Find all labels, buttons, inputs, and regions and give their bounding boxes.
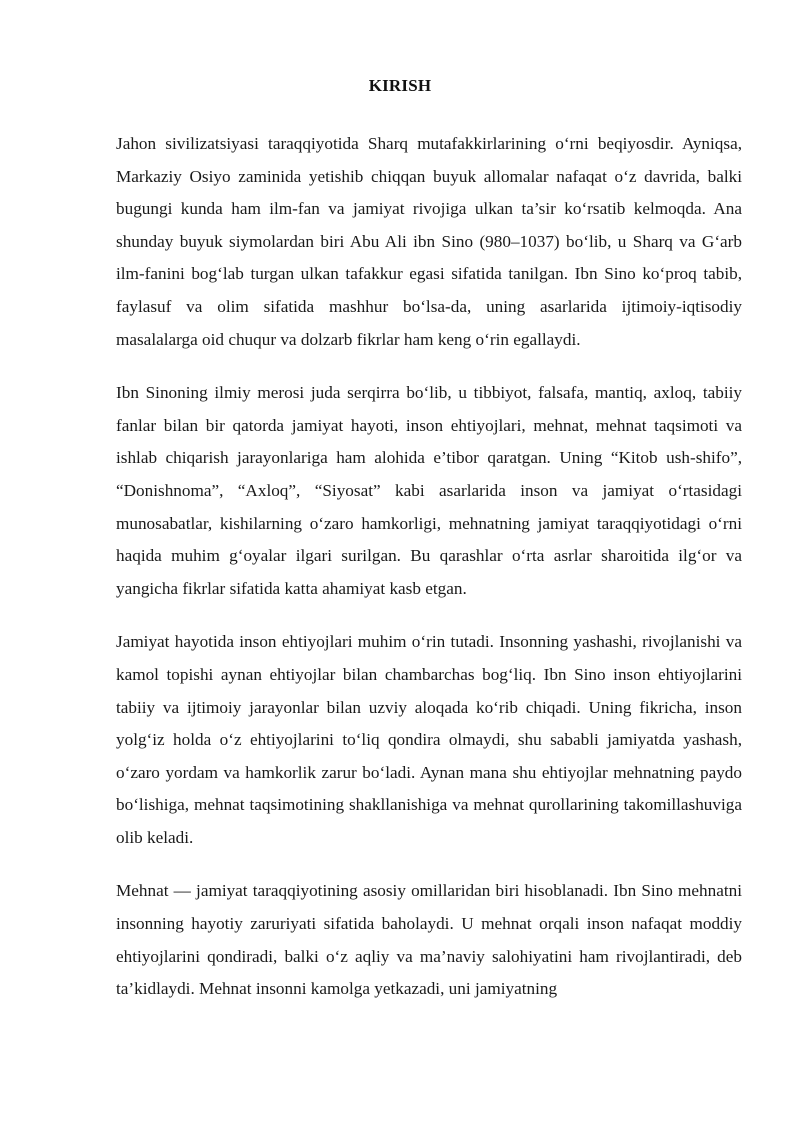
document-body — [116, 128, 742, 1027]
paragraph-1: Jahon sivilizatsiyasi taraqqiyotida Sharq mutafakkirlarining o‘rni beqiyosdir. Ayniqsa, Markaziy Osiyo zaminida yetishib chiqqan buyuk allomalar nafaqat o‘z davrida, balki bugungi kunda ham ilm-fan va jamiyat rivojiga ulkan ta’sir ko‘rsatib kelmoqda. Ana shunday buyuk siymolardan biri Abu Ali ibn Sino (980–1037) bo‘lib, u Sharq va G‘arb ilm-fanini bog‘lab turgan ulkan tafakkur egasi sifatida tanilgan. Ibn Sino ko‘proq tabib, faylasuf va olim sifatida mashhur bo‘lsa-da, uning asarlarida ijtimoiy-iqtisodiy masalalarga oid chuqur va dolzarb fikrlar ham keng o‘rin egallaydi. — [116, 134, 742, 349]
paragraph-4: Mehnat — jamiyat taraqqiyotining asosiy omillaridan biri hisoblanadi. Ibn Sino mehnatni insonning hayotiy zaruriyati sifatida baholaydi. U mehnat orqali inson nafaqat moddiy ehtiyojlarini qondiradi, balki o‘z aqliy va ma’naviy salohiyatini ham rivojlantiradi, deb ta’kidlaydi. Mehnat insonni kamolga yetkazadi, uni jamiyatning — [116, 881, 742, 999]
paragraph-2: Ibn Sinoning ilmiy merosi juda serqirra bo‘lib, u tibbiyot, falsafa, mantiq, axloq, tabiiy fanlar bilan bir qatorda jamiyat hayoti, inson ehtiyojlari, mehnat, mehnat taqsimoti va ishlab chiqarish jarayonlariga ham alohida e’tibor qaratgan. Uning “Kitob ush-shifo”, “Donishnoma”, “Axloq”, “Siyosat” kabi asarlarida inson va jamiyat o‘rtasidagi munosabatlar, kishilarning o‘zaro hamkorligi, mehnatning jamiyat taraqqiyotidagi o‘rni haqida muhim g‘oyalar ilgari surilgan. Bu qarashlar o‘rta asrlar sharoitida ilg‘or va yangicha fikrlar sifatida katta ahamiyat kasb etgan. — [116, 383, 742, 598]
section-title: KIRISH — [368, 76, 432, 95]
paragraph-3: Jamiyat hayotida inson ehtiyojlari muhim o‘rin tutadi. Insonning yashashi, rivojlanishi va kamol topishi aynan ehtiyojlar bilan chambarchas bog‘liq. Ibn Sino inson ehtiyojlarini tabiiy va ijtimoiy jarayonlar bilan uzviy aloqada ko‘rib chiqadi. Uning fikricha, inson yolg‘iz holda o‘z ehtiyojlarini to‘liq qondira olmaydi, shu sababli jamiyatda yashash, o‘zaro yordam va hamkorlik zarur bo‘ladi. Aynan mana shu ehtiyojlar mehnatning paydo bo‘lishiga, mehnat taqsimotining shakllanishiga va mehnat qurollarining takomillashuviga olib keladi. — [116, 632, 742, 847]
